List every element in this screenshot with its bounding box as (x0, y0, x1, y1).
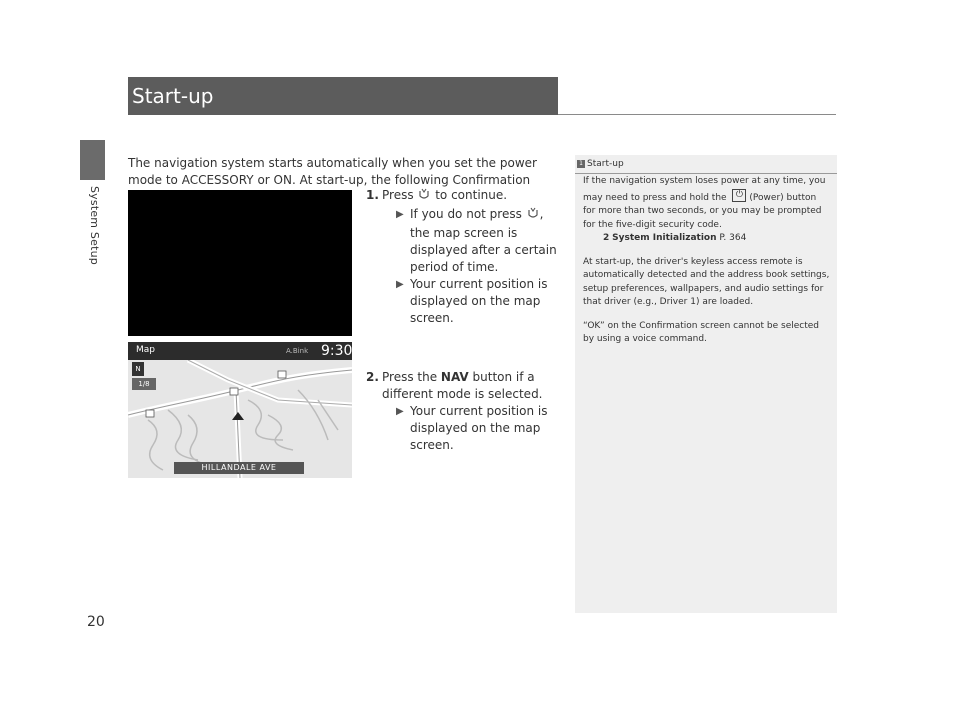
arrow-right-icon: ▶ (396, 406, 404, 417)
steps-list (366, 187, 566, 454)
step-text: Press (382, 188, 418, 202)
cross-reference[interactable] (583, 232, 831, 246)
step-text: to continue. (431, 188, 508, 202)
arrow-right-icon: ▶ (396, 279, 404, 290)
sidebar-note (575, 155, 837, 613)
sidebar-para-1 (583, 175, 831, 246)
step-sub (396, 276, 566, 327)
step-text: button if a different mode is selected. (382, 370, 543, 401)
map-status-bar (128, 342, 352, 360)
cross-ref-page: P. 364 (719, 233, 747, 243)
map-user: A.Bink (286, 347, 309, 355)
step-2 (366, 369, 566, 454)
nav-button-label: NAV (440, 370, 469, 384)
sub-text: Your current position is displayed on the map screen. (410, 404, 548, 452)
step-1 (366, 187, 566, 327)
sidebar-para-3: “OK” on the Confirmation screen cannot be selected by using a voice command. (583, 320, 820, 344)
press-button-icon (526, 206, 540, 225)
page-number: 20 (87, 614, 105, 630)
page-title: Start-up (128, 77, 558, 115)
sub-text: If you do not press (410, 207, 526, 221)
step-sub (396, 403, 566, 454)
confirmation-screen-image (128, 190, 352, 336)
sidebar-text: button for more than two seconds, or you may be prompted for the five-digit security code. (583, 192, 822, 230)
map-time: 9:30 (321, 343, 352, 359)
map-screen-image (128, 342, 352, 478)
sidebar-text: If the navigation system loses power at any time, you may need to press and hold the (583, 176, 826, 203)
press-button-icon (417, 187, 431, 206)
step-number: 2. (366, 370, 379, 384)
intro-text: The navigation system starts automatically when you set the power mode to ACCESSORY or ON. At start-up, the following Confirmation (128, 156, 537, 187)
map-street-label: HILLANDALE AVE (174, 462, 304, 474)
sub-text: Your current position is displayed on the map screen. (410, 277, 548, 325)
map-scale: 1/8 (132, 378, 156, 390)
sidebar-body (583, 175, 831, 357)
power-label: (Power) (749, 192, 784, 203)
cross-ref-icon: 2 (603, 233, 610, 243)
map-roads (128, 360, 352, 478)
sub-text: , the map screen is displayed after a certain period of time. (410, 207, 557, 274)
title-divider (558, 114, 836, 115)
step-number: 1. (366, 188, 379, 202)
step-sub (396, 206, 566, 276)
power-icon: ⏻ (732, 189, 746, 202)
sidebar-title: Start-up (587, 159, 624, 169)
compass-icon: N (132, 362, 144, 376)
section-tab (80, 140, 105, 180)
arrow-right-icon: ▶ (396, 209, 404, 220)
sidebar-para-2: At start-up, the driver's keyless access remote is automatically detected and the address book settings, setup preferences, wallpapers, and audio settings for that driver (e.g., Driver 1) are loaded. (583, 256, 830, 307)
sidebar-header (575, 157, 837, 174)
section-side-label: System Setup (88, 186, 101, 265)
step-text: Press the (382, 370, 441, 384)
note-marker-icon: 1 (577, 160, 585, 168)
map-title: Map (136, 345, 155, 355)
cross-ref-title[interactable]: System Initialization (612, 233, 717, 243)
